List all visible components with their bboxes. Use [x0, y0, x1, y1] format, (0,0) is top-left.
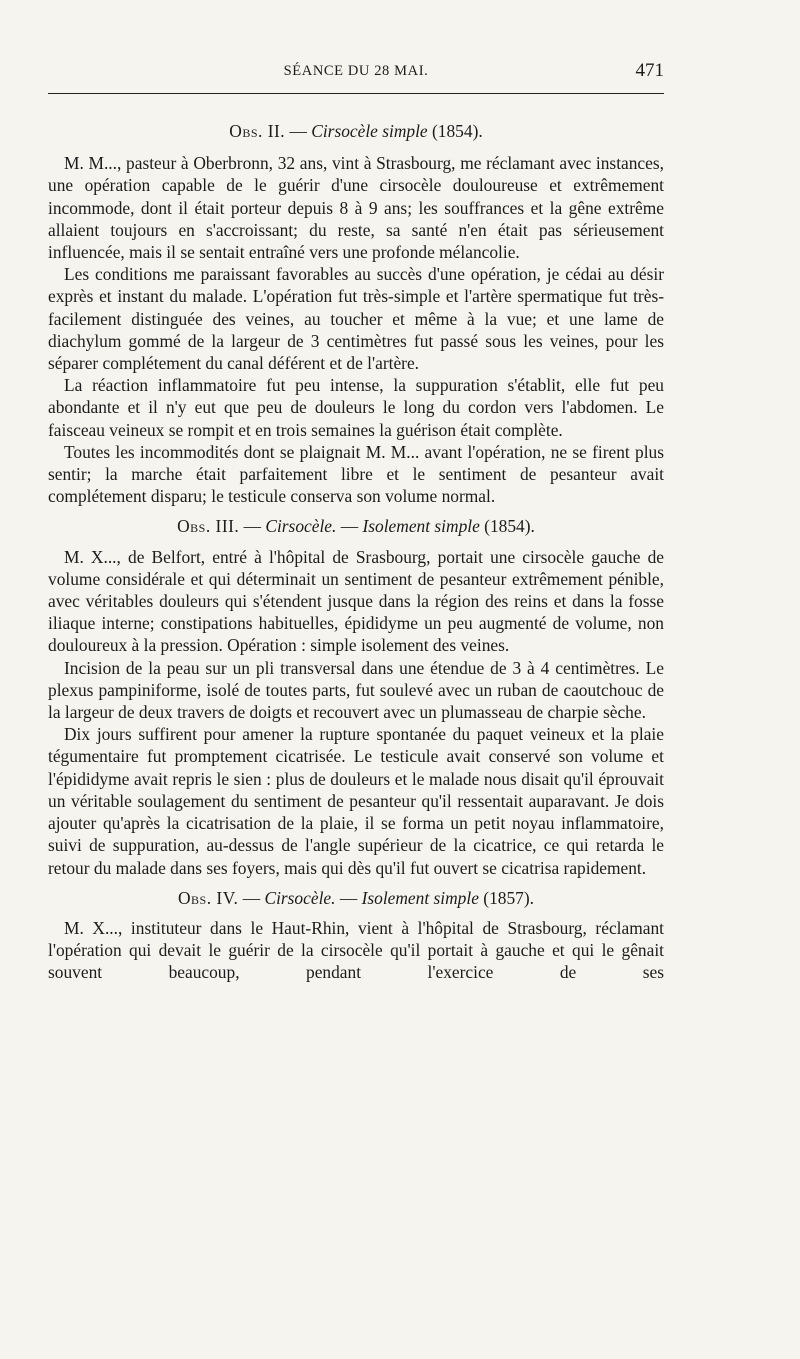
heading-dash: —	[336, 516, 363, 537]
body-text	[48, 120, 664, 984]
paragraph: M. M..., pasteur à Oberbronn, 32 ans, vint à Strasbourg, me réclamant avec instances, une opération capable de le guérir d'une cirsocèle douloureuse et extrêmement incommode, dont il était porteur depuis 8 à 9 ans; les souffrances et la gêne extrême allaient toujours en s'accroissant; du reste, sa santé n'en était pas sérieusement influencée, mais il se sentait entraîné vers une profonde mélancolie.	[48, 153, 664, 263]
running-title: SÉANCE DU 28 MAI.	[283, 63, 429, 79]
observation-year: (1857).	[478, 887, 534, 908]
observation-title: Cirsocèle simple	[311, 121, 428, 141]
observation-title: Cirsocèle.	[265, 516, 337, 537]
running-header	[48, 60, 664, 84]
header-rule	[48, 93, 664, 94]
observation-number: Obs. III.	[177, 516, 240, 537]
observation-heading	[48, 887, 664, 909]
heading-dash: —	[238, 887, 265, 908]
observation-subtitle: Isolement simple	[362, 516, 480, 537]
observation-subtitle: Isolement simple	[361, 887, 479, 908]
page-number: 471	[635, 60, 664, 81]
observation-number: Obs. IV.	[177, 887, 239, 908]
observation-heading	[48, 515, 664, 537]
paragraph: La réaction inflammatoire fut peu intense, la suppuration s'établit, elle fut peu abondante et il n'y eut que peu de douleurs le long du cordon vers l'abdomen. Le faisceau veineux se rompit et en trois semaines la guérison était complète.	[48, 375, 664, 440]
observation-year: (1854).	[479, 516, 535, 537]
observation-year: (1854).	[427, 121, 483, 141]
observation-title: Cirsocèle.	[264, 887, 336, 908]
heading-dash: —	[335, 887, 362, 908]
paragraph: Dix jours suffirent pour amener la rupture spontanée du paquet veineux et la plaie tégumentaire fut promptement cicatrisée. Le testicule avait conservé son volume et l'épididyme avait repris le sien : plus de douleurs et le malade nous disait qu'il éprouvait un véritable soulagement du sentiment de pesanteur qu'il ressentait auparavant. Je dois ajouter qu'après la cicatrisation de la plaie, il se forma un petit noyau inflammatoire, suivi de suppuration, au-dessus de l'angle supérieur de la cicatrice, ce qui retarda le retour du malade dans ses foyers, mais qui dès qu'il fut ouvert se cicatrisa rapidement.	[48, 724, 664, 878]
paragraph: Les conditions me paraissant favorables au succès d'une opération, je cédai au désir exprès et instant du malade. L'opération fut très-simple et l'artère spermatique fut très-facilement distinguée des veines, au toucher et même à la vue; et une lame de diachylum gommé de la largeur de 3 centimètres fut passé sous les veines, pour les séparer complétement du canal déférent et de l'artère.	[48, 264, 664, 374]
paragraph: M. X..., instituteur dans le Haut-Rhin, vient à l'hôpital de Strasbourg, réclamant l'opération qui devait le guérir de la cirsocèle qu'il portait à gauche et qui le gênait souvent beaucoup, pendant l'exercice de ses	[48, 917, 664, 983]
heading-dash: —	[239, 516, 266, 537]
observation-number: Obs. II.	[229, 121, 286, 141]
paragraph: Toutes les incommodités dont se plaignait M. M... avant l'opération, ne se firent plus sentir; la marche était parfaitement libre et le sentiment de pesanteur avait complétement disparu; le testicule conserva son volume normal.	[48, 441, 664, 507]
observation-heading	[48, 120, 664, 142]
paragraph: Incision de la peau sur un pli transversal dans une étendue de 3 à 4 centimètres. Le plexus pampiniforme, isolé de toutes parts, fut soulevé avec un ruban de caoutchouc de la largeur de deux travers de doigts et recouvert avec un plumasseau de charpie sèche.	[48, 657, 664, 723]
paragraph: M. X..., de Belfort, entré à l'hôpital de Srasbourg, portait une cirsocèle gauche de volume considérale et qui déterminait un sentiment de pesanteur extrêmement pénible, avec véritables douleurs qui s'étendent jusque dans la région des reins et dans la fosse iliaque interne; constipations habituelles, épididyme un peu augmenté de volume, non douloureux à la pression. Opération : simple isolement des veines.	[48, 546, 664, 656]
heading-dash: —	[285, 121, 312, 141]
